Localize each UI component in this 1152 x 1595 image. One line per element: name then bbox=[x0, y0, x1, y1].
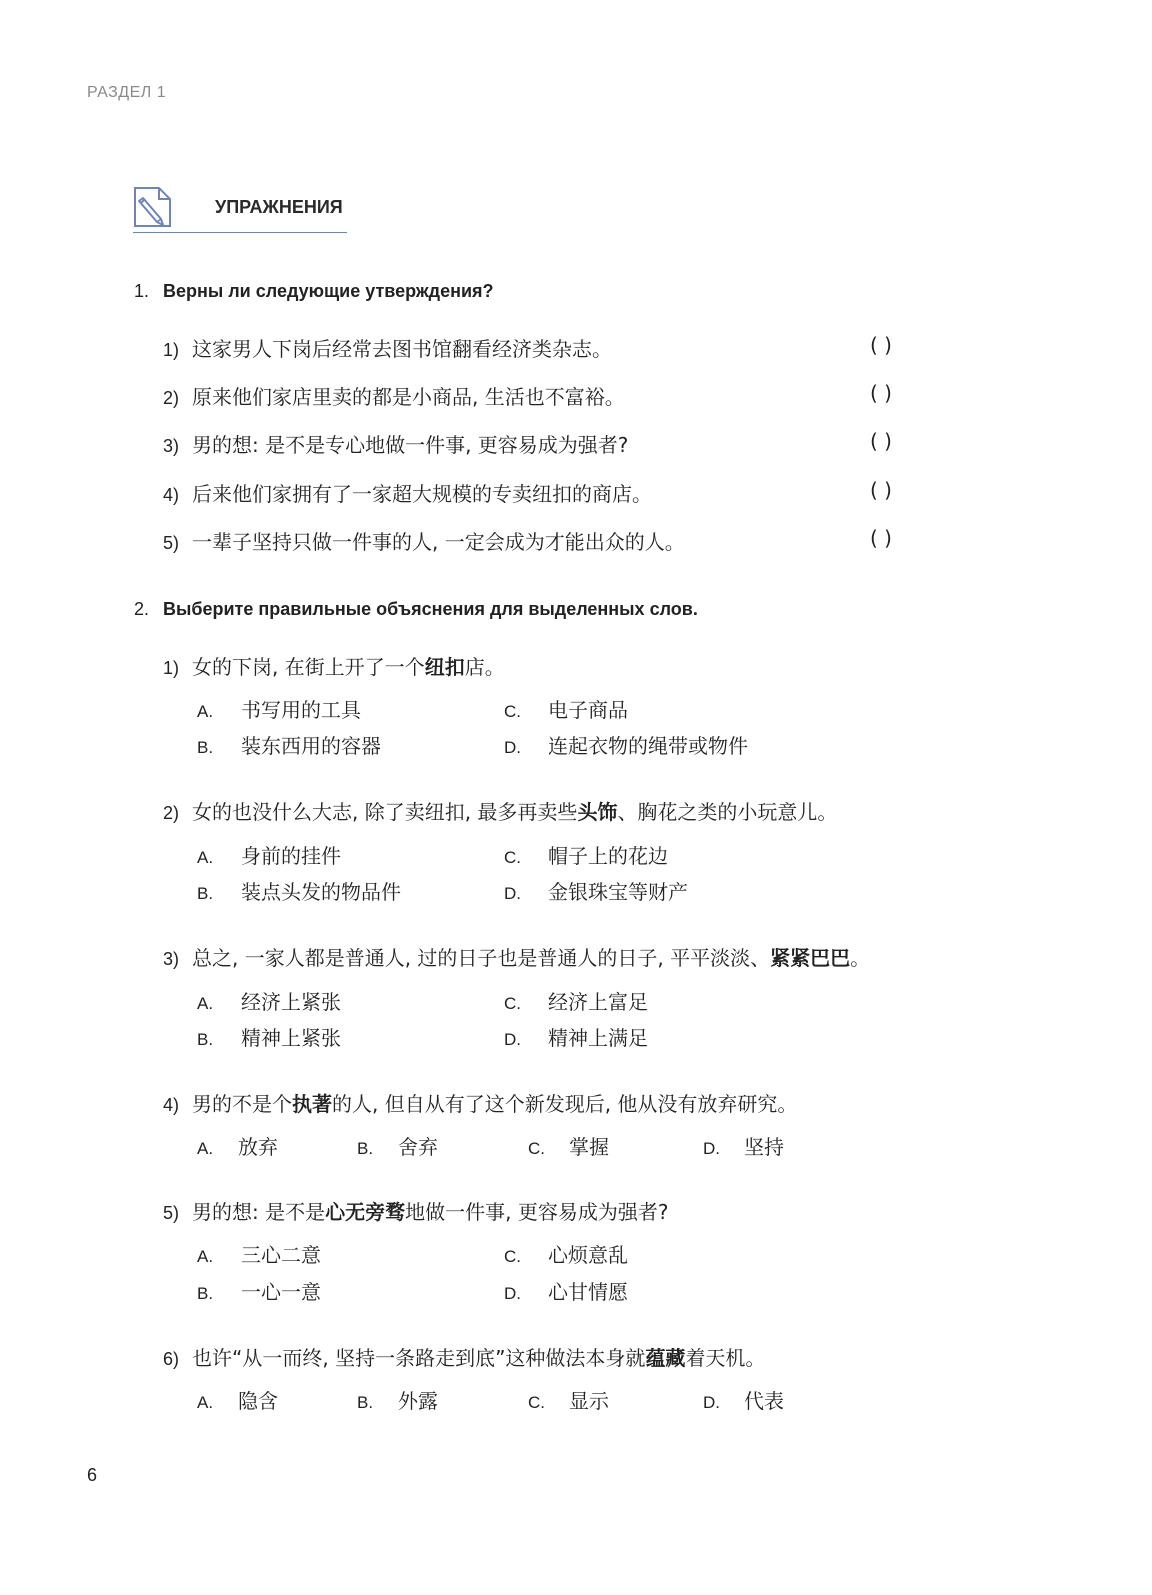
option-text: 舍弃 bbox=[398, 1135, 438, 1159]
option-text: 代表 bbox=[744, 1389, 784, 1413]
question-text-after: 、胸花之类的小玩意儿。 bbox=[617, 800, 838, 824]
option-b[interactable] bbox=[197, 876, 401, 905]
option-letter: D. bbox=[504, 1030, 521, 1049]
highlighted-word: 头饰 bbox=[577, 800, 618, 824]
question-text-after: 。 bbox=[850, 946, 871, 970]
option-letter: A. bbox=[197, 1393, 214, 1412]
option-text: 金银珠宝等财产 bbox=[548, 880, 688, 904]
option-text: 电子商品 bbox=[548, 698, 628, 722]
option-c[interactable] bbox=[528, 1385, 609, 1414]
question-text-before: 女的下岗, 在街上开了一个 bbox=[192, 655, 425, 679]
option-b[interactable] bbox=[197, 1276, 321, 1305]
option-letter: A. bbox=[197, 994, 214, 1013]
answer-blank[interactable]: ( ) bbox=[870, 333, 892, 357]
option-a[interactable] bbox=[197, 840, 341, 869]
answer-blank[interactable]: ( ) bbox=[870, 429, 892, 453]
option-d[interactable] bbox=[504, 1022, 648, 1051]
task-2-title: Выберите правильные объяснения для выделенных слов. bbox=[163, 599, 698, 619]
question-number: 6) bbox=[163, 1349, 180, 1369]
option-text: 书写用的工具 bbox=[241, 698, 361, 722]
page-number: 6 bbox=[87, 1465, 98, 1485]
option-text: 精神上紧张 bbox=[241, 1026, 341, 1050]
option-d[interactable] bbox=[504, 876, 688, 905]
highlighted-word: 紧紧巴巴 bbox=[770, 946, 851, 970]
option-text: 一心一意 bbox=[241, 1280, 321, 1304]
question-text-before: 男的想: 是不是 bbox=[192, 1200, 326, 1224]
option-a[interactable] bbox=[197, 986, 341, 1015]
option-text: 精神上满足 bbox=[548, 1026, 648, 1050]
question-text-before: 女的也没什么大志, 除了卖纽扣, 最多再卖些 bbox=[192, 800, 578, 824]
option-text: 放弃 bbox=[238, 1135, 278, 1159]
statement-number: 3) bbox=[163, 436, 180, 456]
option-letter: C. bbox=[504, 994, 521, 1013]
option-text: 连起衣物的绳带或物件 bbox=[548, 734, 748, 758]
highlighted-word: 执著 bbox=[292, 1092, 332, 1116]
statement-item bbox=[163, 526, 685, 555]
option-letter: C. bbox=[528, 1393, 545, 1412]
statement-text: 后来他们家拥有了一家超大规模的专卖纽扣的商店。 bbox=[192, 482, 652, 506]
option-letter: A. bbox=[197, 848, 214, 867]
option-text: 经济上富足 bbox=[548, 990, 648, 1014]
exercises-title: УПРАЖНЕНИЯ bbox=[215, 197, 343, 217]
option-letter: C. bbox=[504, 1247, 521, 1266]
option-b[interactable] bbox=[197, 1022, 341, 1051]
pencil-icon bbox=[133, 186, 173, 228]
option-text: 外露 bbox=[398, 1389, 438, 1413]
question-text-after: 地做一件事, 更容易成为强者? bbox=[405, 1200, 669, 1224]
option-text: 显示 bbox=[569, 1389, 609, 1413]
option-a[interactable] bbox=[197, 694, 361, 723]
question-text-after: 着天机。 bbox=[685, 1346, 766, 1370]
question-number: 2) bbox=[163, 803, 180, 823]
option-letter: B. bbox=[357, 1393, 374, 1412]
statement-item bbox=[163, 478, 652, 507]
option-text: 隐含 bbox=[238, 1389, 278, 1413]
question-number: 4) bbox=[163, 1095, 180, 1115]
option-text: 经济上紧张 bbox=[241, 990, 341, 1014]
option-letter: B. bbox=[197, 884, 214, 903]
option-letter: B. bbox=[197, 738, 214, 757]
highlighted-word: 纽扣 bbox=[424, 655, 465, 679]
option-b[interactable] bbox=[357, 1131, 438, 1160]
option-text: 掌握 bbox=[569, 1135, 609, 1159]
option-letter: D. bbox=[504, 884, 521, 903]
option-a[interactable] bbox=[197, 1131, 278, 1160]
option-c[interactable] bbox=[504, 986, 648, 1015]
option-letter: B. bbox=[197, 1284, 214, 1303]
statement-number: 4) bbox=[163, 485, 180, 505]
option-d[interactable] bbox=[504, 730, 748, 759]
option-text: 身前的挂件 bbox=[241, 844, 341, 868]
question-text-after: 店。 bbox=[464, 655, 505, 679]
option-letter: C. bbox=[504, 848, 521, 867]
option-letter: A. bbox=[197, 702, 214, 721]
statement-text: 这家男人下岗后经常去图书馆翻看经济类杂志。 bbox=[192, 337, 612, 361]
task-1-heading bbox=[134, 281, 494, 302]
answer-blank[interactable]: ( ) bbox=[870, 526, 892, 550]
answer-blank[interactable]: ( ) bbox=[870, 381, 892, 405]
option-text: 装点头发的物品件 bbox=[241, 880, 401, 904]
option-letter: C. bbox=[504, 702, 521, 721]
option-letter: B. bbox=[357, 1139, 374, 1158]
option-letter: A. bbox=[197, 1139, 214, 1158]
question-number: 5) bbox=[163, 1203, 180, 1223]
option-letter: D. bbox=[504, 1284, 521, 1303]
option-letter: D. bbox=[703, 1139, 720, 1158]
option-text: 心烦意乱 bbox=[548, 1243, 628, 1267]
question-item bbox=[163, 942, 870, 971]
section-label: РАЗДЕЛ 1 bbox=[87, 84, 167, 101]
exercises-underline bbox=[133, 232, 347, 233]
option-d[interactable] bbox=[703, 1131, 784, 1160]
option-text: 心甘情愿 bbox=[548, 1280, 628, 1304]
statement-item bbox=[163, 381, 625, 410]
option-b[interactable] bbox=[197, 730, 381, 759]
task-2-number: 2. bbox=[134, 599, 150, 619]
task-1-title: Верны ли следующие утверждения? bbox=[163, 281, 494, 301]
option-letter: A. bbox=[197, 1247, 214, 1266]
statement-text: 原来他们家店里卖的都是小商品, 生活也不富裕。 bbox=[192, 385, 625, 409]
option-letter: D. bbox=[703, 1393, 720, 1412]
statement-text: 一辈子坚持只做一件事的人, 一定会成为才能出众的人。 bbox=[192, 530, 685, 554]
statement-item bbox=[163, 429, 628, 458]
option-letter: C. bbox=[528, 1139, 545, 1158]
statement-item bbox=[163, 333, 612, 362]
option-text: 坚持 bbox=[744, 1135, 784, 1159]
option-letter: D. bbox=[504, 738, 521, 757]
option-c[interactable] bbox=[528, 1131, 609, 1160]
task-1-number: 1. bbox=[134, 281, 150, 301]
question-item bbox=[163, 651, 505, 680]
statement-number: 5) bbox=[163, 533, 180, 553]
option-text: 三心二意 bbox=[241, 1243, 321, 1267]
question-item bbox=[163, 1088, 797, 1117]
question-text-after: 的人, 但自从有了这个新发现后, 他从没有放弃研究。 bbox=[332, 1092, 798, 1116]
option-c[interactable] bbox=[504, 1239, 628, 1268]
option-d[interactable] bbox=[504, 1276, 628, 1305]
question-text-before: 男的不是个 bbox=[192, 1092, 292, 1116]
option-text: 装东西用的容器 bbox=[241, 734, 381, 758]
option-b[interactable] bbox=[357, 1385, 438, 1414]
option-c[interactable] bbox=[504, 694, 628, 723]
highlighted-word: 心无旁骛 bbox=[325, 1200, 406, 1224]
option-letter: B. bbox=[197, 1030, 214, 1049]
question-item bbox=[163, 796, 837, 825]
statement-number: 2) bbox=[163, 388, 180, 408]
statement-number: 1) bbox=[163, 340, 180, 360]
question-item bbox=[163, 1342, 765, 1371]
question-text-before: 总之, 一家人都是普通人, 过的日子也是普通人的日子, 平平淡淡、 bbox=[192, 946, 771, 970]
question-number: 3) bbox=[163, 949, 180, 969]
option-d[interactable] bbox=[703, 1385, 784, 1414]
question-number: 1) bbox=[163, 658, 180, 678]
option-a[interactable] bbox=[197, 1385, 278, 1414]
question-text-before: 也许“从一而终, 坚持一条路走到底”这种做法本身就 bbox=[192, 1346, 646, 1370]
option-c[interactable] bbox=[504, 840, 668, 869]
task-2-heading bbox=[134, 599, 698, 620]
option-text: 帽子上的花边 bbox=[548, 844, 668, 868]
statement-text: 男的想: 是不是专心地做一件事, 更容易成为强者? bbox=[192, 433, 629, 457]
answer-blank[interactable]: ( ) bbox=[870, 478, 892, 502]
option-a[interactable] bbox=[197, 1239, 321, 1268]
question-item bbox=[163, 1196, 668, 1225]
highlighted-word: 蕴藏 bbox=[645, 1346, 686, 1370]
